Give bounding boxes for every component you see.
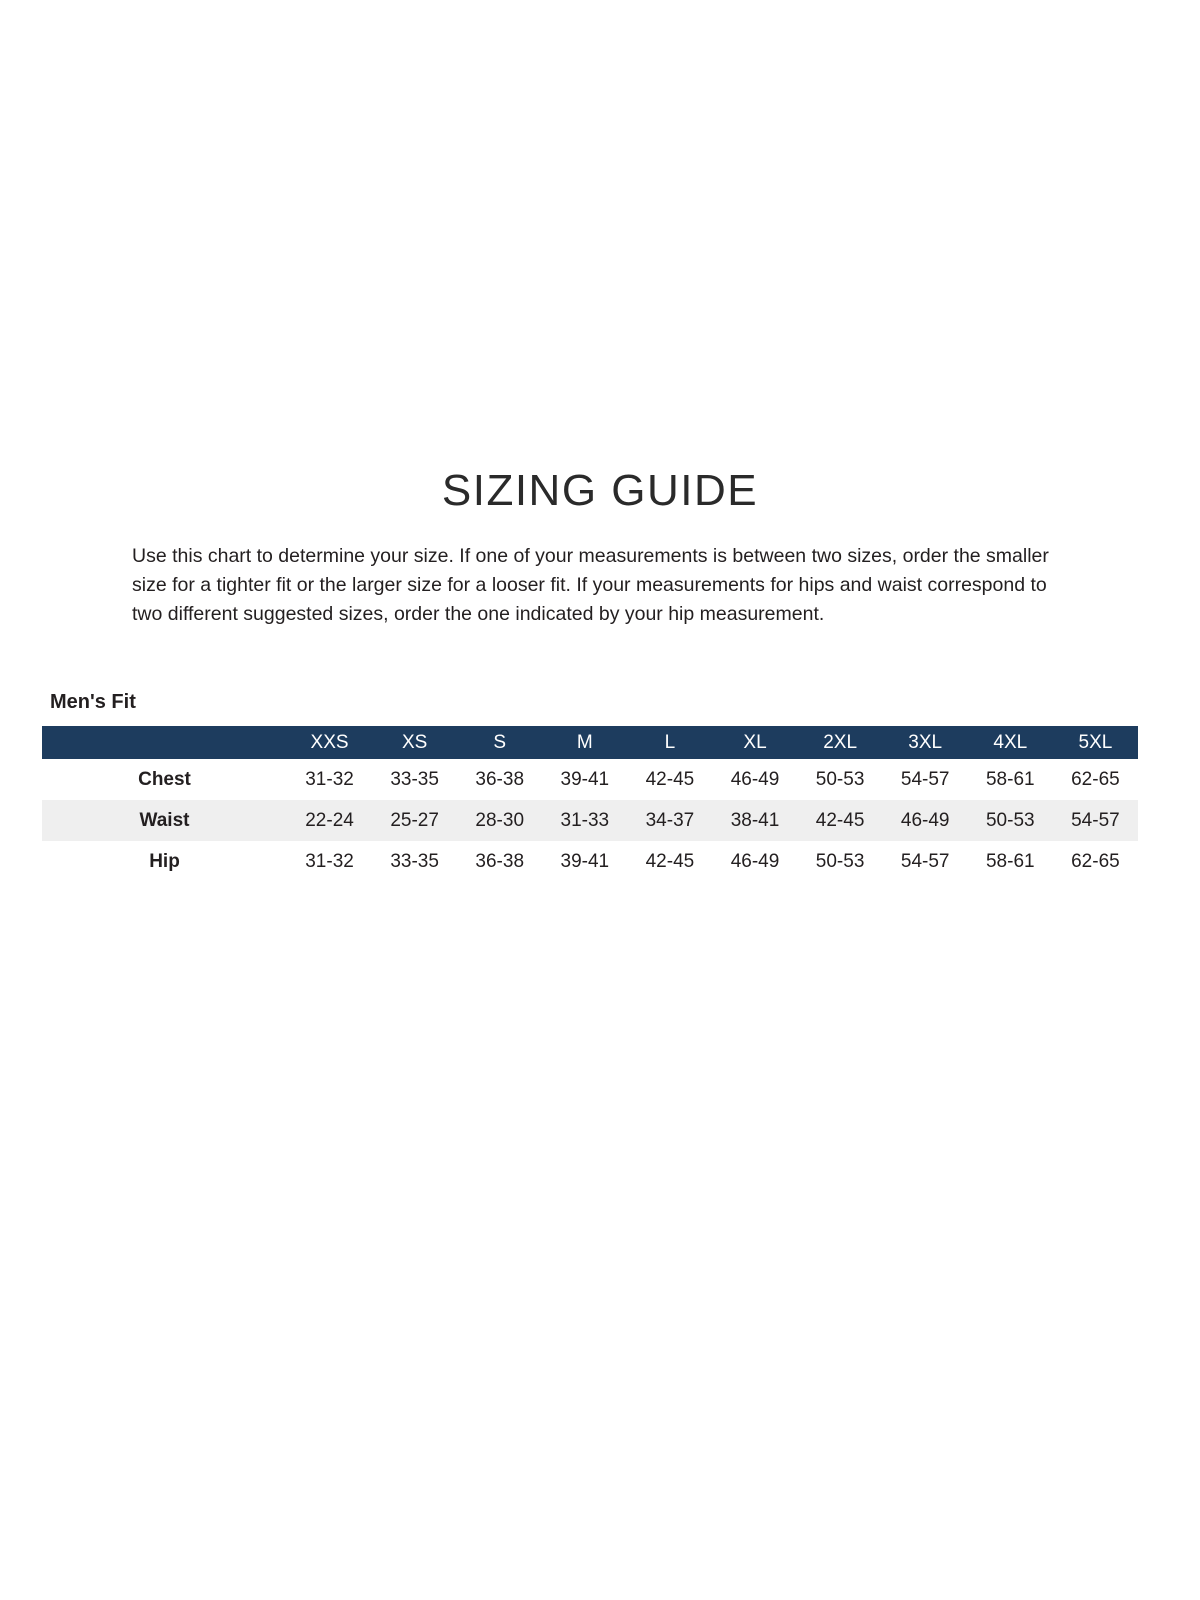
size-column-header-3xl: 3XL — [908, 731, 943, 753]
table-cell: 34-37 — [645, 809, 695, 831]
table-cell: 36-38 — [475, 768, 525, 790]
table-cell: 42-45 — [815, 809, 865, 831]
row-label-hip: Hip — [149, 850, 180, 872]
table-cell: 58-61 — [985, 850, 1035, 872]
table-cell: 54-57 — [1071, 809, 1120, 831]
table-cell: 46-49 — [900, 809, 950, 831]
size-column-header-l: L — [664, 731, 676, 753]
size-column-header-xxs: XXS — [310, 731, 349, 753]
table-cell: 42-45 — [645, 850, 695, 872]
table-cell: 22-24 — [305, 809, 354, 831]
size-table-header-row — [42, 726, 1138, 759]
table-cell: 31-32 — [305, 850, 354, 872]
table-cell: 46-49 — [730, 850, 780, 872]
table-cell: 39-41 — [560, 768, 610, 790]
intro-paragraph: Use this chart to determine your size. If one of your measurements is between two sizes, order the smaller size for a tighter fit or the larger size for a looser fit. If your measurements for hips and waist correspond to two different suggested sizes, order the one indicated by your hip measurement. — [132, 545, 1049, 625]
size-column-header-4xl: 4XL — [993, 731, 1028, 753]
size-column-header-5xl: 5XL — [1078, 731, 1113, 753]
table-cell: 28-30 — [475, 809, 525, 831]
table-cell: 38-41 — [730, 809, 780, 831]
table-cell: 62-65 — [1071, 768, 1120, 790]
page-title: SIZING GUIDE — [441, 466, 759, 515]
size-column-header-xl: XL — [743, 731, 767, 753]
table-cell: 42-45 — [645, 768, 695, 790]
table-cell: 62-65 — [1071, 850, 1120, 872]
table-cell: 33-35 — [390, 768, 439, 790]
table-cell: 31-32 — [305, 768, 354, 790]
table-row-chest — [42, 759, 1138, 800]
table-cell: 50-53 — [815, 768, 865, 790]
table-cell: 54-57 — [900, 850, 950, 872]
table-cell: 39-41 — [560, 850, 610, 872]
size-table — [42, 726, 1138, 882]
row-label-waist: Waist — [139, 809, 190, 831]
table-cell: 25-27 — [390, 809, 439, 831]
table-cell: 50-53 — [985, 809, 1035, 831]
table-cell: 50-53 — [815, 850, 865, 872]
section-heading-mens-fit: Men's Fit — [50, 691, 136, 713]
size-table-corner-cell — [42, 726, 287, 759]
size-column-header-m: M — [576, 731, 593, 753]
table-cell: 58-61 — [985, 768, 1035, 790]
row-label-chest: Chest — [138, 768, 191, 790]
table-row-hip — [42, 841, 1138, 882]
table-cell: 46-49 — [730, 768, 780, 790]
size-column-header-s: S — [493, 731, 507, 753]
size-column-header-2xl: 2XL — [823, 731, 858, 753]
table-cell: 36-38 — [475, 850, 525, 872]
table-row-waist — [42, 800, 1138, 841]
size-column-header-xs: XS — [401, 731, 428, 753]
table-cell: 33-35 — [390, 850, 439, 872]
table-cell: 54-57 — [900, 768, 950, 790]
table-cell: 31-33 — [560, 809, 610, 831]
